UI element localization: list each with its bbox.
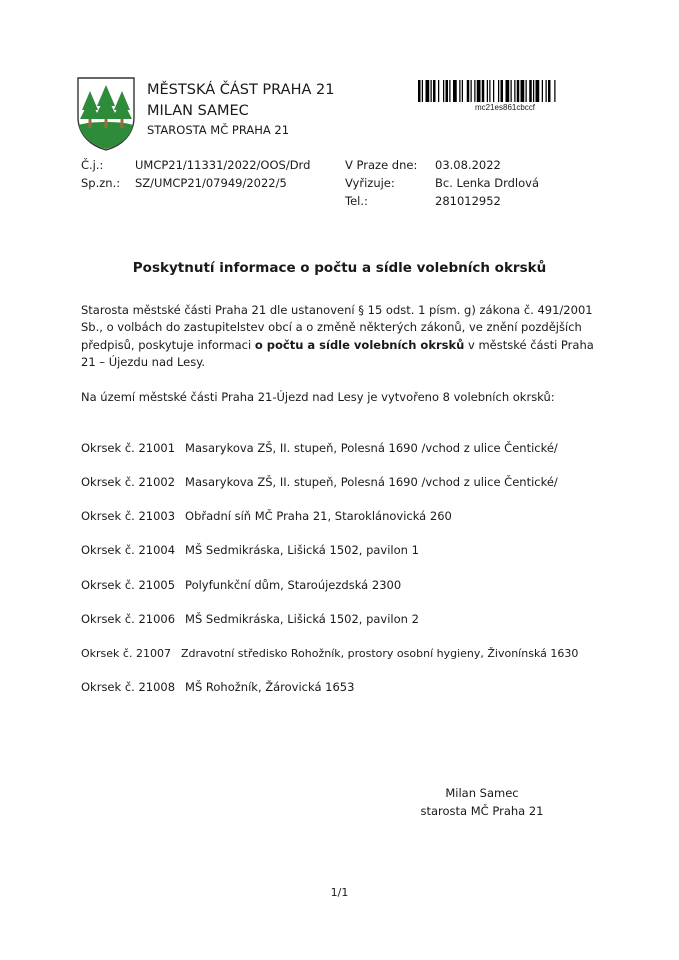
mayor-title: STAROSTA MČ PRAHA 21 (147, 123, 290, 137)
intro-paragraph (81, 302, 601, 372)
districts-statement: Na území městské části Praha 21-Újezd nad Lesy je vytvořeno 8 volebních okrsků: (81, 390, 555, 404)
signature-name: Milan Samec (445, 786, 519, 800)
district-row (81, 648, 578, 659)
mayor-name: MILAN SAMEC (147, 103, 249, 119)
date-label: V Praze dne: (345, 158, 418, 172)
district-location: MŠ Sedmikráska, Lišická 1502, pavilon 1 (185, 543, 419, 557)
district-location: Masarykova ZŠ, II. stupeň, Polesná 1690 /vchod z ulice Čentické/ (185, 475, 558, 489)
district-number: Okrsek č. 21004 (81, 543, 176, 557)
phone-number: 281012952 (435, 194, 501, 208)
reference-label: Č.j.: (81, 158, 104, 172)
district-row (81, 545, 419, 557)
district-number: Okrsek č. 21002 (81, 475, 176, 489)
intro-bold-text: o počtu a sídle volebních okrsků (254, 337, 465, 352)
municipality-name: MĚSTSKÁ ČÁST PRAHA 21 (147, 82, 335, 98)
document-title: Poskytnutí informace o počtu a sídle volebních okrsků (132, 260, 547, 276)
district-location: Polyfunkční dům, Staroújezdská 2300 (185, 578, 402, 592)
district-location: Obřadní síň MČ Praha 21, Staroklánovická 260 (185, 509, 452, 523)
district-row (81, 443, 558, 455)
file-mark-label: Sp.zn.: (81, 176, 121, 190)
district-row (81, 580, 401, 592)
reference-number: UMCP21/11331/2022/OOS/Drd (135, 158, 311, 172)
handler-name: Bc. Lenka Drdlová (435, 176, 540, 190)
intro-text: Starosta městské části Praha 21 dle ustanovení § 15 odst. 1 písm. g) zákona č. 491/2001 Sb., o volbách do zastupitelstev obcí a o změně některých zákonů, ve znění pozdějších předpisů, poskytuje informaci (81, 303, 593, 352)
district-location: MŠ Sedmikráska, Lišická 1502, pavilon 2 (185, 612, 419, 626)
district-row (81, 614, 419, 626)
barcode-graphic (418, 80, 592, 102)
handler-label: Vyřizuje: (345, 176, 395, 190)
district-number: Okrsek č. 21005 (81, 578, 176, 592)
district-number: Okrsek č. 21001 (81, 441, 176, 455)
district-number: Okrsek č. 21008 (81, 680, 176, 694)
file-mark-number: SZ/UMCP21/07949/2022/5 (135, 176, 287, 190)
district-row (81, 477, 558, 489)
district-number: Okrsek č. 21003 (81, 509, 176, 523)
signature-role: starosta MČ Praha 21 (420, 804, 544, 818)
intro-text-end: v městské části Praha 21 – Újezdu nad Lesy. (81, 337, 594, 370)
district-number: Okrsek č. 21006 (81, 612, 176, 626)
coat-of-arms-logo (77, 77, 135, 151)
district-row (81, 511, 452, 523)
barcode-text: mc21es861cbccf (474, 103, 536, 112)
district-row (81, 682, 354, 694)
date-value: 03.08.2022 (435, 158, 501, 172)
district-location: MŠ Rohožník, Žárovická 1653 (185, 680, 355, 694)
phone-label: Tel.: (345, 194, 368, 208)
district-location: Zdravotní středisko Rohožník, prostory osobní hygieny, Živonínská 1630 (180, 647, 579, 660)
page-number: 1/1 (330, 886, 349, 899)
district-number: Okrsek č. 21007 (81, 647, 171, 660)
district-location: Masarykova ZŠ, II. stupeň, Polesná 1690 /vchod z ulice Čentické/ (185, 441, 558, 455)
